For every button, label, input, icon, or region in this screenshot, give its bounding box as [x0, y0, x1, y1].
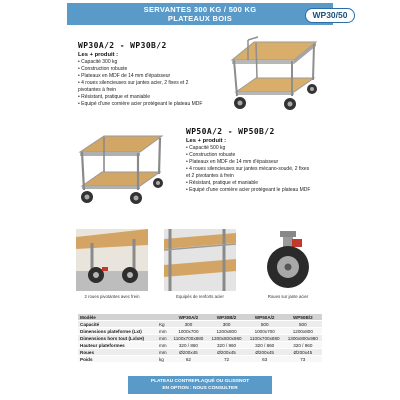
table-header-cell: WP30B/2 [207, 314, 245, 321]
value-cell: 500 [284, 321, 322, 328]
product-code-badge: WP30/50 [305, 8, 355, 23]
value-cell: 1200x800 [207, 328, 245, 335]
row-label-cell: Capacité [78, 321, 158, 328]
row-label-cell: Dimensions hors tout (LxlxH) [78, 335, 158, 342]
header-banner [67, 3, 333, 25]
trolley-photo-wp50 [76, 124, 166, 206]
table-row [78, 342, 322, 349]
value-cell: 1000x700 [246, 328, 284, 335]
section-b-title: WP50A/2 - WP50B/2 [186, 127, 275, 136]
section-a-title: WP30A/2 - WP30B/2 [78, 41, 167, 50]
table-header-cell: Modèle [78, 314, 158, 321]
section-a-advantages-label: Les + produit : [78, 52, 119, 58]
unit-cell: mm [158, 328, 170, 335]
value-cell: 1300x800x980 [284, 335, 322, 342]
unit-cell: mm [158, 349, 170, 356]
feature-item: • 4 roues silencieuses sur jantes acier, 2 fixes et 2 [78, 80, 238, 87]
value-cell: 1000x700 [169, 328, 207, 335]
value-cell: Ø200x45 [207, 349, 245, 356]
feature-item: • Construction robuste [186, 152, 326, 159]
feature-item: • Plateaux en MDF de 14 mm d'épaisseur [186, 159, 326, 166]
value-cell: 1300x800x980 [207, 335, 245, 342]
value-cell: 62 [169, 356, 207, 363]
unit-cell: kg [158, 356, 170, 363]
value-cell: 300 [207, 321, 245, 328]
row-label-cell: Roues [78, 349, 158, 356]
caption-swivel-wheels: 2 roues pivotantes avec frein [84, 294, 140, 299]
feature-item: • 4 roues silencieuses sur jantes mécano-soudé, 2 fixes [186, 166, 326, 173]
value-cell: 1200x800 [284, 328, 322, 335]
value-cell: 500 [246, 321, 284, 328]
feature-item: • Construction robuste [78, 66, 238, 73]
detail-photo-steel-reinforcements [164, 229, 236, 291]
options-banner [128, 376, 272, 394]
value-cell: 73 [284, 356, 322, 363]
value-cell: 1100x700x880 [246, 335, 284, 342]
caption-steel-rim-wheel: Roues sur jante acier [267, 294, 309, 299]
section-a-feature-list [78, 59, 238, 108]
options-line-1: PLATEAU CONTREPLAQUÉ OU GLISSNOT [150, 379, 250, 384]
value-cell: 63 [246, 356, 284, 363]
unit-cell: mm [158, 335, 170, 342]
section-b-feature-list [186, 145, 326, 194]
caption-steel-reinforcements: Equipés de renforts acier [176, 294, 224, 299]
feature-item: • Plateaux en MDF de 14 mm d'épaisseur [78, 73, 238, 80]
specification-table [78, 314, 322, 363]
feature-item: • Capacité 300 kg [78, 59, 238, 66]
value-cell: 1100x700x880 [169, 335, 207, 342]
header-title: SERVANTES 300 KG / 500 KG [143, 5, 257, 14]
value-cell: Ø200x45 [246, 349, 284, 356]
detail-photo-steel-rim-wheel [252, 229, 324, 291]
feature-item: • Capacité 500 kg [186, 145, 326, 152]
row-label-cell: Dimensions plateforme (LxI) [78, 328, 158, 335]
table-row [78, 356, 322, 363]
unit-cell: Kg [158, 321, 170, 328]
row-label-cell: Hauteur plateformes [78, 342, 158, 349]
trolley-photo-wp30 [228, 34, 324, 114]
table-row [78, 328, 322, 335]
table-header-cell: WP30A/2 [169, 314, 207, 321]
value-cell: Ø200x45 [284, 349, 322, 356]
value-cell: 320 / 960 [207, 342, 245, 349]
value-cell: 320 / 960 [284, 342, 322, 349]
value-cell: 320 / 860 [169, 342, 207, 349]
table-header-cell: WP50B/2 [284, 314, 322, 321]
value-cell: Ø200x45 [169, 349, 207, 356]
header-subtitle: PLATEAUX BOIS [167, 14, 233, 23]
feature-item: • Equipé d'une cornière acier protégeant le plateau MDF [78, 101, 238, 108]
value-cell: 300 [169, 321, 207, 328]
feature-item: • Résistant, pratique et maniable [186, 180, 326, 187]
table-row [78, 335, 322, 342]
feature-item: pivotantes à frein [78, 87, 117, 93]
table-row [78, 349, 322, 356]
detail-photo-swivel-wheels [76, 229, 148, 291]
feature-item: • Equipé d'une cornière acier protégeant le plateau MDF [186, 187, 326, 194]
table-row [78, 321, 322, 328]
section-b-advantages-label: Les + produit : [186, 138, 227, 144]
table-header-cell: WP50A/2 [246, 314, 284, 321]
row-label-cell: Poids [78, 356, 158, 363]
value-cell: 320 / 860 [246, 342, 284, 349]
unit-cell: mm [158, 342, 170, 349]
feature-item: et 2 pivotantes à frein [186, 173, 234, 179]
options-line-2: EN OPTION : NOUS CONSULTER [162, 386, 238, 391]
value-cell: 72 [207, 356, 245, 363]
feature-item: • Résistant, pratique et maniable [78, 94, 238, 101]
